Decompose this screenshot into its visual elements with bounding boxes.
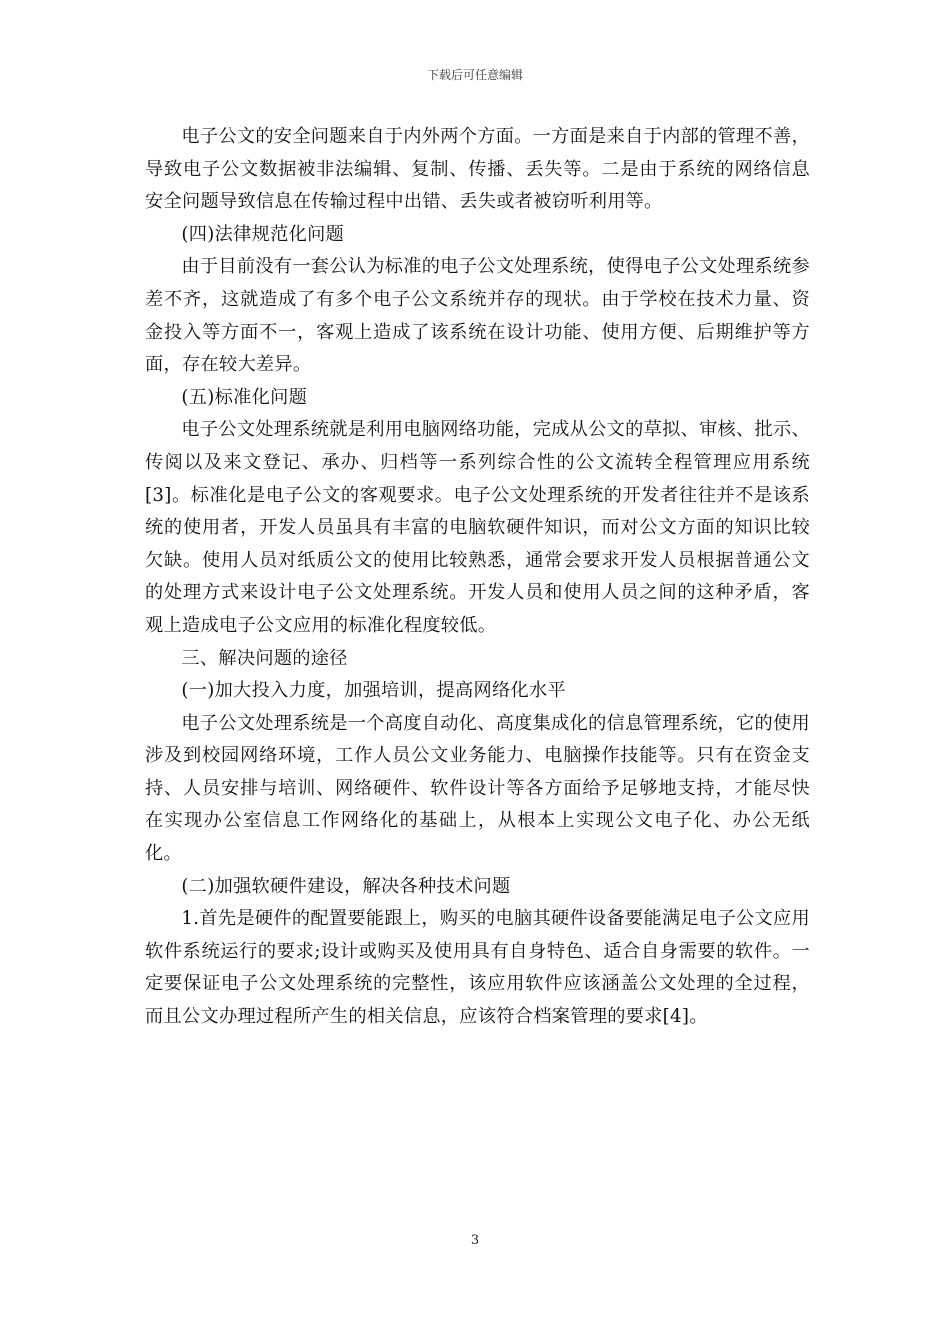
page-header: 下载后可任意编辑: [426, 68, 523, 82]
paragraph-standardization: 电子公文处理系统就是利用电脑网络功能，完成从公文的草拟、审核、批示、传阅以及来文登记、承办、归档等一系列综合性的公文流转全程管理应用系统[3]。标准化是电子公文的客观要求。电子公文处理系统的开发者往往并不是该系统的使用者，开发人员虽具有丰富的电脑软硬件知识，而对公文方面的知识比较欠缺。使用人员对纸质公文的使用比较熟悉，通常会要求开发人员根据普通公文的处理方式来设计电子公文处理系统。开发人员和使用人员之间的这种矛盾，客观上造成电子公文应用的标准化程度较低。: [145, 419, 810, 636]
heading-increase-investment: (一)加大投入力度，加强培训，提高网络化水平: [181, 680, 566, 702]
paragraph-increase-investment: 电子公文处理系统是一个高度自动化、高度集成化的信息管理系统，它的使用涉及到校园网络环境，工作人员公文业务能力、电脑操作技能等。只有在资金支持、人员安排与培训、网络硬件、软件设计等各方面给予足够地支持，才能尽快在实现办公室信息工作网络化的基础上，从根本上实现公文电子化、办公无纸化。: [145, 712, 810, 865]
heading-hardware-software: (二)加强软硬件建设，解决各种技术问题: [181, 875, 511, 897]
paragraph-legal-standardization: 由于目前没有一套公认为标准的电子公文处理系统，使得电子公文处理系统参差不齐，这就造成了有多个电子公文系统并存的现状。由于学校在技术力量、资金投入等方面不一，客观上造成了该系统在设计功能、使用方便、后期维护等方面，存在较大差异。: [145, 256, 810, 376]
paragraph-security-issue: 电子公文的安全问题来自于内外两个方面。一方面是来自于内部的管理不善，导致电子公文数据被非法编辑、复制、传播、丢失等。二是由于系统的网络信息安全问题导致信息在传输过程中出错、丢失或者被窃听利用等。: [145, 126, 810, 213]
paragraph-hardware-config: 1.首先是硬件的配置要能跟上，购买的电脑其硬件设备要能满足电子公文应用软件系统运行的要求;设计或购买及使用具有自身特色、适合自身需要的软件。一定要保证电子公文处理系统的完整性，该应用软件应该涵盖公文处理的全过程，而且公文办理过程所产生的相关信息，应该符合档案管理的要求[4]。: [145, 908, 810, 1028]
heading-legal-standardization: (四)法律规范化问题: [181, 223, 345, 245]
section-heading-solutions: 三、解决问题的途径: [181, 647, 348, 669]
page-number: 3: [470, 1233, 480, 1248]
heading-standardization: (五)标准化问题: [181, 386, 308, 408]
document-body: [145, 121, 810, 1034]
